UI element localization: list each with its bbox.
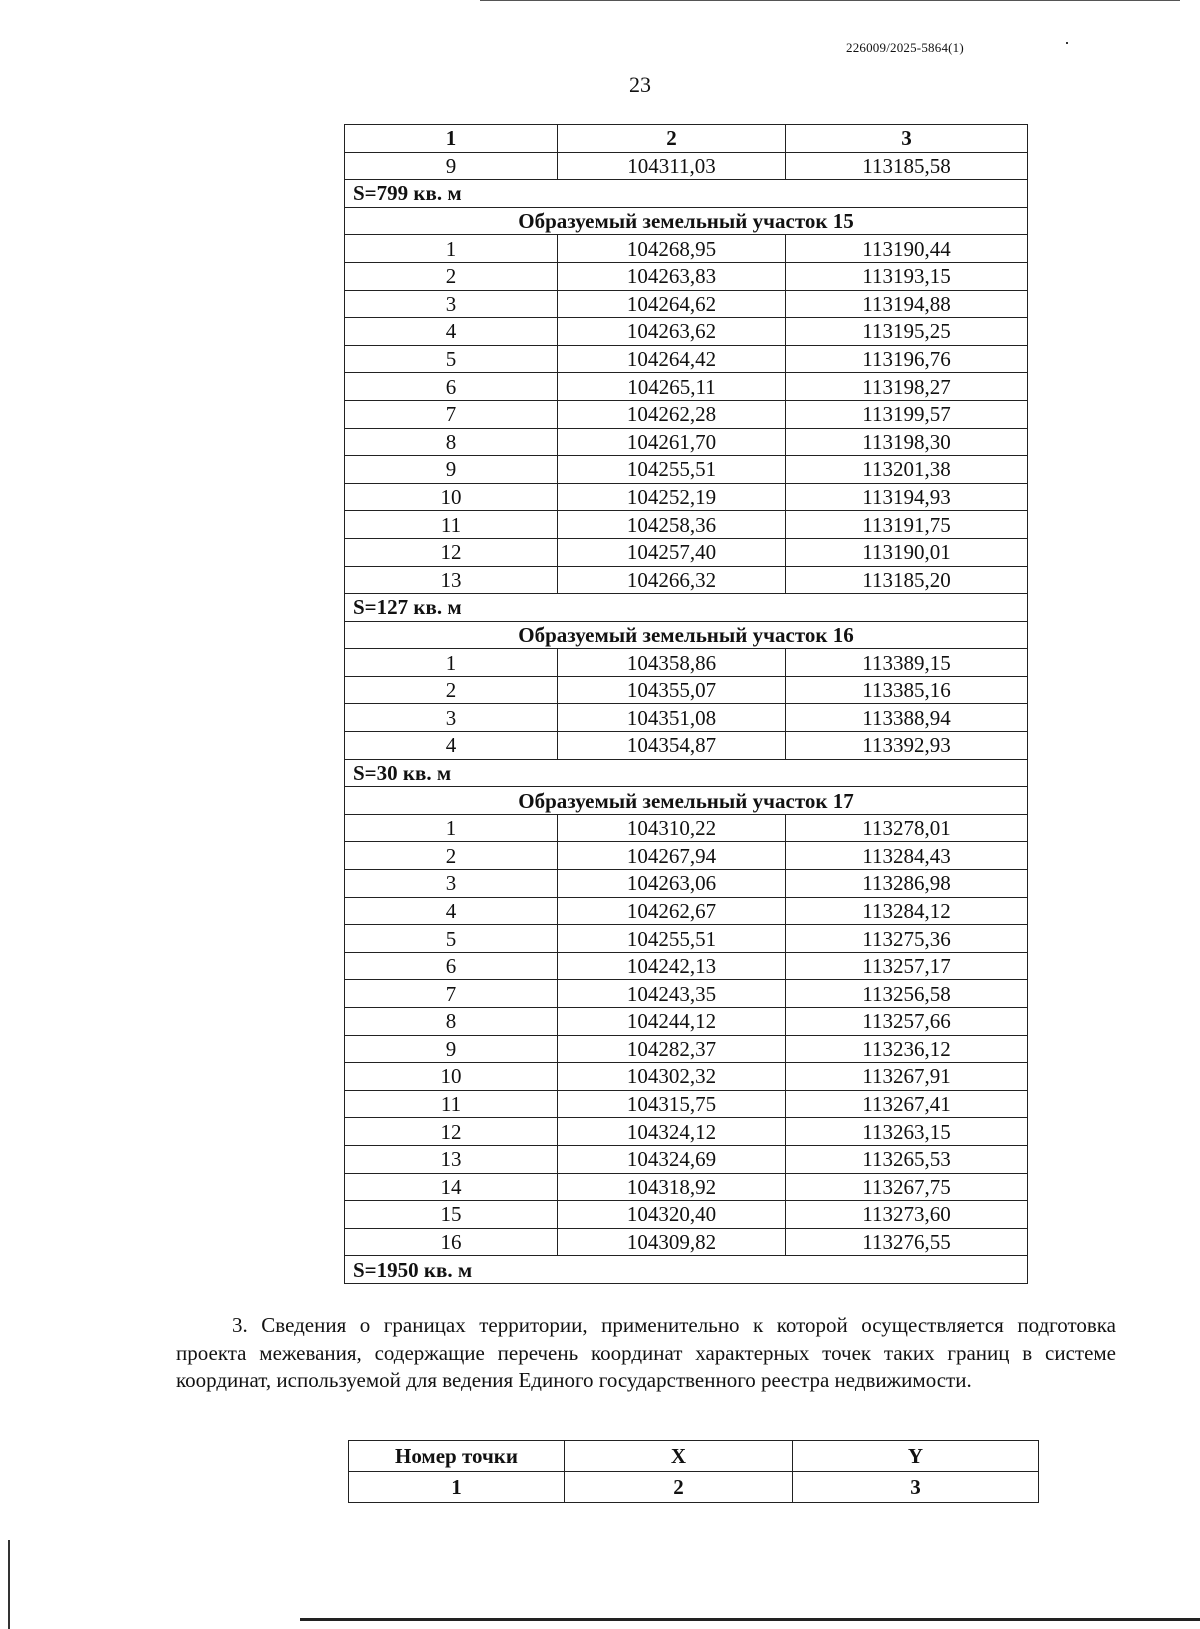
- point-number-cell: 12: [345, 1118, 558, 1146]
- x-coordinate-cell: 104263,83: [558, 262, 786, 290]
- point-number-cell: 10: [345, 483, 558, 511]
- parcel-title: Образуемый земельный участок 17: [345, 787, 1028, 815]
- table-row: [345, 566, 1028, 594]
- table-header-row: [349, 1441, 1039, 1472]
- point-number-cell: 8: [345, 1008, 558, 1036]
- point-number-cell: 8: [345, 428, 558, 456]
- area-row: [345, 1256, 1028, 1284]
- point-number-cell: 11: [345, 511, 558, 539]
- table-row: [345, 511, 1028, 539]
- x-coordinate-cell: 104255,51: [558, 456, 786, 484]
- x-coordinate-cell: 104318,92: [558, 1173, 786, 1201]
- column-number: 3: [793, 1472, 1039, 1503]
- x-coordinate-cell: 104268,95: [558, 235, 786, 263]
- table-row: [345, 1201, 1028, 1229]
- x-coordinate-cell: 104358,86: [558, 649, 786, 677]
- point-number-cell: 1: [345, 649, 558, 677]
- y-coordinate-cell: 113195,25: [786, 318, 1028, 346]
- table-row: [345, 676, 1028, 704]
- point-number-cell: 13: [345, 1145, 558, 1173]
- point-number-cell: 2: [345, 262, 558, 290]
- table-row: [345, 1228, 1028, 1256]
- y-coordinate-cell: 113190,44: [786, 235, 1028, 263]
- column-number: 1: [349, 1472, 565, 1503]
- point-number-cell: 3: [345, 870, 558, 898]
- table-row: [345, 1173, 1028, 1201]
- x-coordinate-cell: 104263,62: [558, 318, 786, 346]
- x-coordinate-cell: 104315,75: [558, 1090, 786, 1118]
- table-row: [345, 290, 1028, 318]
- table-row: [345, 897, 1028, 925]
- parcel-title: Образуемый земельный участок 16: [345, 621, 1028, 649]
- column-header-x: X: [565, 1441, 793, 1472]
- point-number-cell: 16: [345, 1228, 558, 1256]
- table-row: [345, 483, 1028, 511]
- x-coordinate-cell: 104266,32: [558, 566, 786, 594]
- y-coordinate-cell: 113201,38: [786, 456, 1028, 484]
- point-number-cell: 1: [345, 235, 558, 263]
- y-coordinate-cell: 113198,30: [786, 428, 1028, 456]
- y-coordinate-cell: 113265,53: [786, 1145, 1028, 1173]
- table-row: [345, 1145, 1028, 1173]
- x-coordinate-cell: 104324,12: [558, 1118, 786, 1146]
- x-coordinate-cell: 104302,32: [558, 1063, 786, 1091]
- y-coordinate-cell: 113256,58: [786, 980, 1028, 1008]
- y-coordinate-cell: 113191,75: [786, 511, 1028, 539]
- x-coordinate-cell: 104264,62: [558, 290, 786, 318]
- scan-artifact-line: [480, 0, 1180, 1]
- table-row: [345, 152, 1028, 180]
- table-row: [345, 1063, 1028, 1091]
- point-number-cell: 7: [345, 980, 558, 1008]
- y-coordinate-cell: 113286,98: [786, 870, 1028, 898]
- column-header: 3: [786, 125, 1028, 153]
- y-coordinate-cell: 113267,91: [786, 1063, 1028, 1091]
- x-coordinate-cell: 104311,03: [558, 152, 786, 180]
- table-row: [345, 732, 1028, 760]
- y-coordinate-cell: 113196,76: [786, 345, 1028, 373]
- y-coordinate-cell: 113275,36: [786, 925, 1028, 953]
- column-header: 1: [345, 125, 558, 153]
- point-number-cell: 4: [345, 897, 558, 925]
- y-coordinate-cell: 113278,01: [786, 814, 1028, 842]
- table-row: [345, 980, 1028, 1008]
- x-coordinate-cell: 104262,67: [558, 897, 786, 925]
- column-header-point-number: Номер точки: [349, 1441, 565, 1472]
- y-coordinate-cell: 113194,93: [786, 483, 1028, 511]
- table-row: [345, 345, 1028, 373]
- y-coordinate-cell: 113193,15: [786, 262, 1028, 290]
- x-coordinate-cell: 104265,11: [558, 373, 786, 401]
- area-row: [345, 180, 1028, 208]
- y-coordinate-cell: 113263,15: [786, 1118, 1028, 1146]
- point-number-cell: 4: [345, 732, 558, 760]
- x-coordinate-cell: 104264,42: [558, 345, 786, 373]
- document-id: 226009/2025-5864(1): [846, 40, 964, 55]
- point-number-cell: 13: [345, 566, 558, 594]
- y-coordinate-cell: 113185,20: [786, 566, 1028, 594]
- y-coordinate-cell: 113236,12: [786, 1035, 1028, 1063]
- table-row: [345, 842, 1028, 870]
- y-coordinate-cell: 113389,15: [786, 649, 1028, 677]
- x-coordinate-cell: 104354,87: [558, 732, 786, 760]
- point-number-cell: 7: [345, 400, 558, 428]
- table-row: [345, 1008, 1028, 1036]
- page-number: 23: [629, 72, 651, 97]
- parcel-section-row: [345, 207, 1028, 235]
- x-coordinate-cell: 104310,22: [558, 814, 786, 842]
- parcel-section-row: [345, 787, 1028, 815]
- point-number-cell: 3: [345, 704, 558, 732]
- coordinates-table: [344, 124, 1028, 1284]
- x-coordinate-cell: 104252,19: [558, 483, 786, 511]
- point-number-cell: 5: [345, 345, 558, 373]
- scan-artifact-dot: [1066, 42, 1068, 44]
- point-number-cell: 9: [345, 152, 558, 180]
- area-label: S=799 кв. м: [345, 180, 1028, 208]
- coordinates-table-body: [345, 125, 1028, 1284]
- y-coordinate-cell: 113257,17: [786, 952, 1028, 980]
- table-row: [345, 870, 1028, 898]
- table-row: [345, 1118, 1028, 1146]
- table-row: [345, 235, 1028, 263]
- section-3-paragraph: 3. Сведения о границах территории, применительно к которой осуществляется подготовка проекта межевания, содержащие перечень координат характерных точек таких границ в системе координат, используемой для ведения Единого государственного реестра недвижимости.: [176, 1313, 1116, 1392]
- x-coordinate-cell: 104320,40: [558, 1201, 786, 1229]
- table-row: [345, 814, 1028, 842]
- y-coordinate-cell: 113190,01: [786, 538, 1028, 566]
- x-coordinate-cell: 104258,36: [558, 511, 786, 539]
- x-coordinate-cell: 104309,82: [558, 1228, 786, 1256]
- x-coordinate-cell: 104261,70: [558, 428, 786, 456]
- point-number-cell: 5: [345, 925, 558, 953]
- table-row: [345, 1090, 1028, 1118]
- x-coordinate-cell: 104267,94: [558, 842, 786, 870]
- point-number-cell: 3: [345, 290, 558, 318]
- x-coordinate-cell: 104257,40: [558, 538, 786, 566]
- area-row: [345, 759, 1028, 787]
- column-header-y: Y: [793, 1441, 1039, 1472]
- y-coordinate-cell: 113392,93: [786, 732, 1028, 760]
- x-coordinate-cell: 104351,08: [558, 704, 786, 732]
- table-row: [345, 952, 1028, 980]
- x-coordinate-cell: 104243,35: [558, 980, 786, 1008]
- table-row: [345, 373, 1028, 401]
- point-number-cell: 2: [345, 842, 558, 870]
- table-row: [345, 262, 1028, 290]
- table-row: [345, 704, 1028, 732]
- y-coordinate-cell: 113267,75: [786, 1173, 1028, 1201]
- table-row: [345, 428, 1028, 456]
- point-number-cell: 6: [345, 952, 558, 980]
- table-row: [345, 649, 1028, 677]
- y-coordinate-cell: 113385,16: [786, 676, 1028, 704]
- table-row: [345, 538, 1028, 566]
- point-number-cell: 15: [345, 1201, 558, 1229]
- y-coordinate-cell: 113284,12: [786, 897, 1028, 925]
- y-coordinate-cell: 113199,57: [786, 400, 1028, 428]
- x-coordinate-cell: 104262,28: [558, 400, 786, 428]
- y-coordinate-cell: 113198,27: [786, 373, 1028, 401]
- scan-artifact-edge: [8, 1540, 10, 1629]
- area-row: [345, 594, 1028, 622]
- table-column-number-row: [349, 1472, 1039, 1503]
- x-coordinate-cell: 104242,13: [558, 952, 786, 980]
- parcel-title: Образуемый земельный участок 15: [345, 207, 1028, 235]
- area-label: S=30 кв. м: [345, 759, 1028, 787]
- y-coordinate-cell: 113284,43: [786, 842, 1028, 870]
- y-coordinate-cell: 113185,58: [786, 152, 1028, 180]
- x-coordinate-cell: 104244,12: [558, 1008, 786, 1036]
- x-coordinate-cell: 104355,07: [558, 676, 786, 704]
- column-header: 2: [558, 125, 786, 153]
- y-coordinate-cell: 113257,66: [786, 1008, 1028, 1036]
- x-coordinate-cell: 104263,06: [558, 870, 786, 898]
- table-header-row: [345, 125, 1028, 153]
- point-number-cell: 14: [345, 1173, 558, 1201]
- parcel-section-row: [345, 621, 1028, 649]
- point-number-cell: 10: [345, 1063, 558, 1091]
- point-number-cell: 1: [345, 814, 558, 842]
- table-row: [345, 925, 1028, 953]
- point-number-cell: 12: [345, 538, 558, 566]
- point-number-cell: 9: [345, 456, 558, 484]
- table-row: [345, 400, 1028, 428]
- area-label: S=1950 кв. м: [345, 1256, 1028, 1284]
- y-coordinate-cell: 113388,94: [786, 704, 1028, 732]
- point-number-cell: 2: [345, 676, 558, 704]
- table-row: [345, 1035, 1028, 1063]
- table-row: [345, 318, 1028, 346]
- area-label: S=127 кв. м: [345, 594, 1028, 622]
- boundary-coordinates-table: [348, 1440, 1039, 1503]
- y-coordinate-cell: 113267,41: [786, 1090, 1028, 1118]
- x-coordinate-cell: 104324,69: [558, 1145, 786, 1173]
- table-row: [345, 456, 1028, 484]
- point-number-cell: 9: [345, 1035, 558, 1063]
- x-coordinate-cell: 104282,37: [558, 1035, 786, 1063]
- column-number: 2: [565, 1472, 793, 1503]
- point-number-cell: 11: [345, 1090, 558, 1118]
- y-coordinate-cell: 113273,60: [786, 1201, 1028, 1229]
- scan-artifact-line: [300, 1618, 1200, 1621]
- x-coordinate-cell: 104255,51: [558, 925, 786, 953]
- y-coordinate-cell: 113194,88: [786, 290, 1028, 318]
- point-number-cell: 6: [345, 373, 558, 401]
- y-coordinate-cell: 113276,55: [786, 1228, 1028, 1256]
- point-number-cell: 4: [345, 318, 558, 346]
